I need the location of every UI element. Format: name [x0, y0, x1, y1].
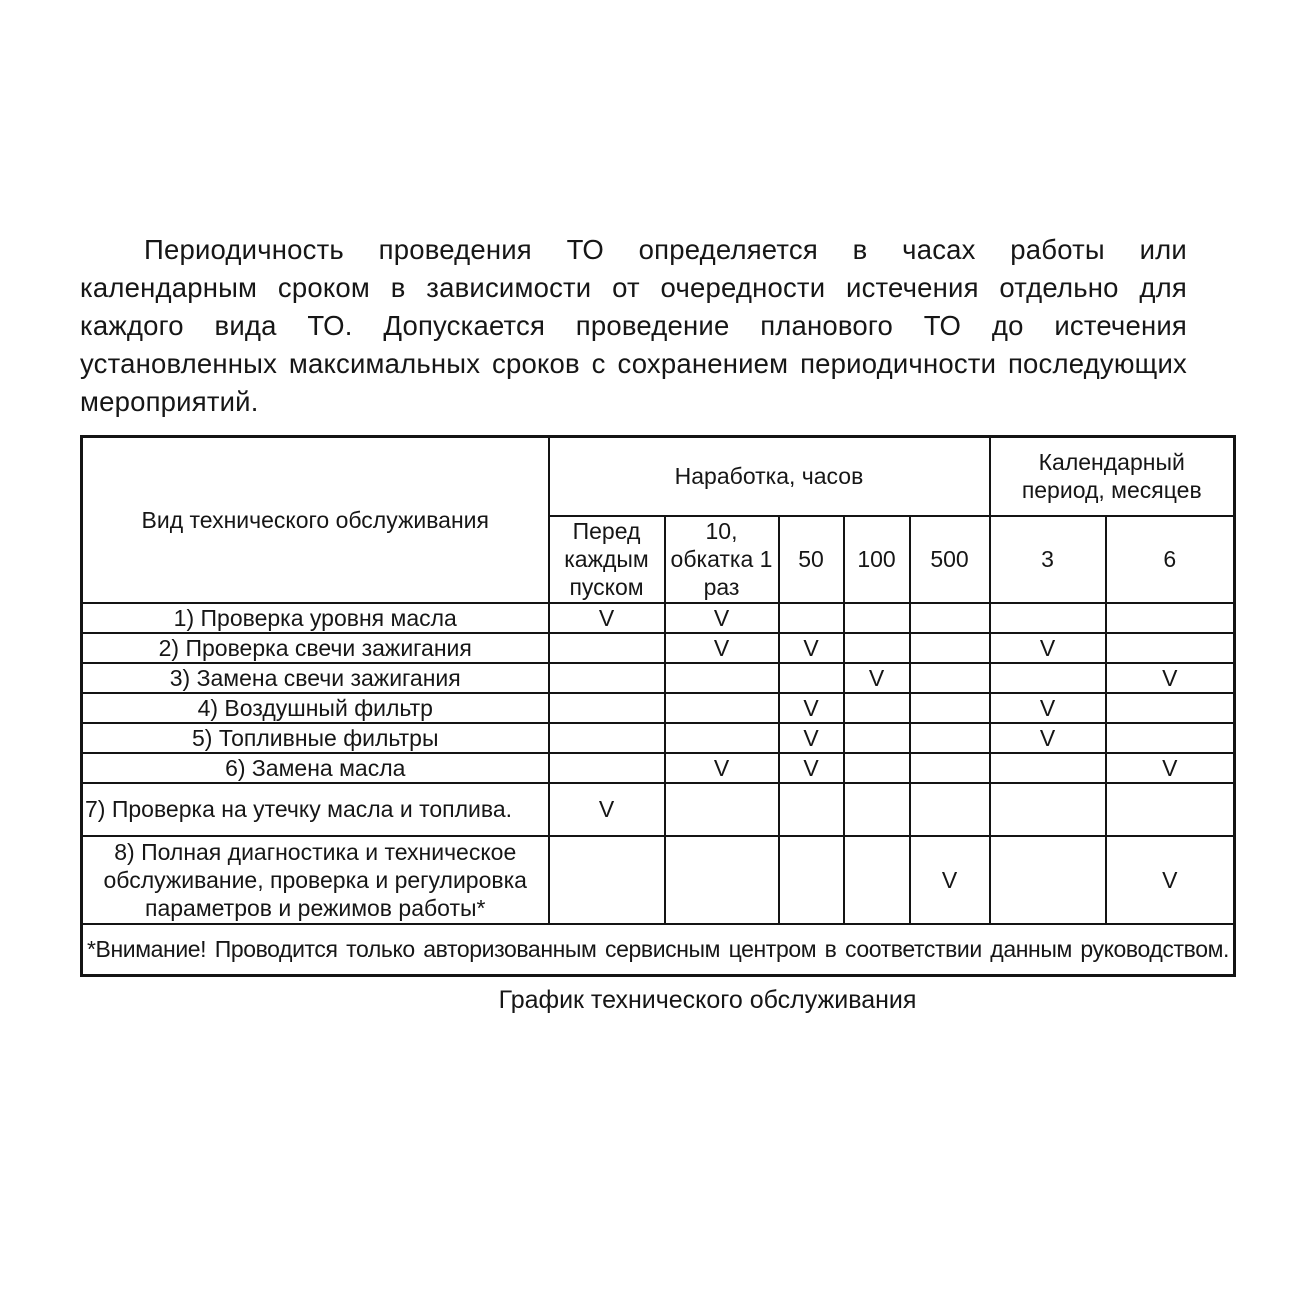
- task-label: 3) Замена свечи зажигания: [82, 663, 549, 693]
- mark-cell: [910, 663, 990, 693]
- mark-cell: [910, 693, 990, 723]
- mark-cell: V: [990, 633, 1106, 663]
- mark-cell: V: [549, 603, 665, 633]
- mark-cell: [910, 633, 990, 663]
- task-label: 4) Воздушный фильтр: [82, 693, 549, 723]
- sub-header-100: 100: [844, 516, 910, 603]
- mark-cell: V: [779, 723, 844, 753]
- mark-cell: [844, 723, 910, 753]
- sub-header-500: 500: [910, 516, 990, 603]
- mark-cell: V: [779, 693, 844, 723]
- mark-cell: V: [665, 633, 779, 663]
- table-row-2: [82, 633, 1235, 663]
- mark-cell: [1106, 633, 1235, 663]
- mark-cell: [549, 633, 665, 663]
- mark-cell: [910, 753, 990, 783]
- table-row-3: [82, 663, 1235, 693]
- group-header-calendar-period: Календарный период, месяцев: [990, 437, 1235, 516]
- group-header-operating-hours: Наработка, часов: [549, 437, 990, 516]
- sub-header-10-run-in: 10, обкатка 1 раз: [665, 516, 779, 603]
- task-label: 2) Проверка свечи зажигания: [82, 633, 549, 663]
- mark-cell: [779, 836, 844, 924]
- mark-cell: V: [1106, 663, 1235, 693]
- mark-cell: [990, 783, 1106, 836]
- sub-header-3-months: 3: [990, 516, 1106, 603]
- mark-cell: [779, 663, 844, 693]
- mark-cell: [665, 836, 779, 924]
- task-label: 1) Проверка уровня масла: [82, 603, 549, 633]
- mark-cell: [990, 753, 1106, 783]
- mark-cell: V: [844, 663, 910, 693]
- table-row-1: [82, 603, 1235, 633]
- mark-cell: [665, 693, 779, 723]
- mark-cell: [844, 693, 910, 723]
- mark-cell: [990, 836, 1106, 924]
- mark-cell: [910, 723, 990, 753]
- mark-cell: [844, 633, 910, 663]
- sub-header-before-each-start: Перед каждым пуском: [549, 516, 665, 603]
- mark-cell: [665, 723, 779, 753]
- mark-cell: V: [665, 753, 779, 783]
- table-row-7: [82, 783, 1235, 836]
- mark-cell: V: [910, 836, 990, 924]
- mark-cell: [844, 753, 910, 783]
- mark-cell: [779, 783, 844, 836]
- header-group-row: [82, 437, 1235, 516]
- intro-paragraph: Периодичность проведения ТО определяется в часах работы или календарным сроком в зависимости от очередности истечения отдельно для каждого вида ТО. Допускается проведение планового ТО до истечения установленных максимальных сроков с сохранением периодичности последующих мероприятий.: [80, 234, 1187, 417]
- table-caption: График технического обслуживания: [498, 986, 917, 1014]
- mark-cell: [910, 603, 990, 633]
- mark-cell: [844, 783, 910, 836]
- mark-cell: [1106, 783, 1235, 836]
- task-label: 6) Замена масла: [82, 753, 549, 783]
- mark-cell: [844, 836, 910, 924]
- mark-cell: [665, 783, 779, 836]
- task-label: 8) Полная диагностика и техническое обслуживание, проверка и регулировка параметров и режимов работы*: [82, 836, 549, 924]
- mark-cell: [665, 663, 779, 693]
- mark-cell: [990, 663, 1106, 693]
- mark-cell: [549, 723, 665, 753]
- mark-cell: [1106, 723, 1235, 753]
- table-row-8: [82, 836, 1235, 924]
- table-row-4: [82, 693, 1235, 723]
- mark-cell: [1106, 603, 1235, 633]
- mark-cell: [990, 603, 1106, 633]
- mark-cell: V: [990, 723, 1106, 753]
- mark-cell: [549, 753, 665, 783]
- footnote-row: [82, 924, 1235, 976]
- mark-cell: V: [779, 633, 844, 663]
- task-label: 5) Топливные фильтры: [82, 723, 549, 753]
- table-row-6: [82, 753, 1235, 783]
- mark-cell: [910, 783, 990, 836]
- table-row-5: [82, 723, 1235, 753]
- mark-cell: [549, 836, 665, 924]
- mark-cell: V: [549, 783, 665, 836]
- mark-cell: V: [1106, 836, 1235, 924]
- maintenance-schedule-table: [80, 435, 1236, 977]
- mark-cell: V: [665, 603, 779, 633]
- mark-cell: [779, 603, 844, 633]
- mark-cell: [549, 663, 665, 693]
- mark-cell: V: [1106, 753, 1235, 783]
- mark-cell: [844, 603, 910, 633]
- mark-cell: [549, 693, 665, 723]
- mark-cell: V: [990, 693, 1106, 723]
- mark-cell: [1106, 693, 1235, 723]
- sub-header-50: 50: [779, 516, 844, 603]
- footnote-text: *Внимание! Проводится только авторизованным сервисным центром в соответствии данным руководством.: [82, 924, 1235, 976]
- mark-cell: V: [779, 753, 844, 783]
- col-header-maintenance-type: Вид технического обслуживания: [82, 437, 549, 603]
- task-label: 7) Проверка на утечку масла и топлива.: [82, 783, 549, 836]
- sub-header-6-months: 6: [1106, 516, 1235, 603]
